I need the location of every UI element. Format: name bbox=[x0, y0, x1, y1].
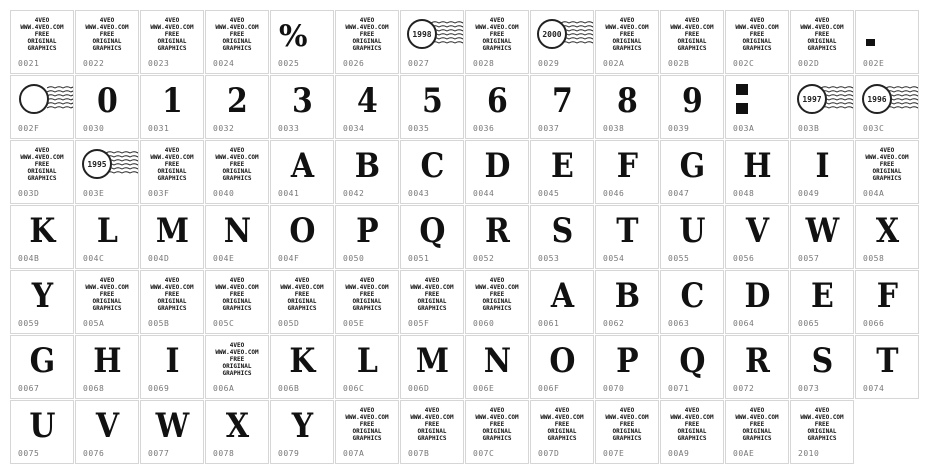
glyph-code: 0022 bbox=[83, 59, 105, 68]
glyph-preview bbox=[271, 13, 333, 59]
glyph-preview: K bbox=[29, 211, 55, 251]
glyph-code: 0073 bbox=[798, 384, 820, 393]
glyph-code: 0044 bbox=[473, 189, 495, 198]
glyph-preview: W bbox=[805, 211, 839, 251]
glyph-code: 003E bbox=[83, 189, 105, 198]
glyph-code: 0049 bbox=[798, 189, 820, 198]
glyph-code: 0064 bbox=[733, 319, 755, 328]
glyph-cell[interactable] bbox=[660, 140, 724, 204]
glyph-cell[interactable] bbox=[205, 75, 269, 139]
glyph-code: 002C bbox=[733, 59, 755, 68]
veo-logo-placeholder: 4VEO WWW.4VEO.COM FREE ORIGINAL GRAPHICS bbox=[20, 147, 64, 182]
glyph-code: 005C bbox=[213, 319, 235, 328]
glyph-preview: C bbox=[420, 146, 444, 186]
glyph-preview: G bbox=[29, 341, 55, 381]
glyph-preview: M bbox=[155, 211, 189, 251]
glyph-preview: V bbox=[745, 211, 769, 251]
glyph-code: 0052 bbox=[473, 254, 495, 263]
glyph-code: 0028 bbox=[473, 59, 495, 68]
glyph-cell[interactable] bbox=[400, 335, 464, 399]
glyph-cell[interactable] bbox=[725, 270, 789, 334]
glyph-preview: F bbox=[876, 276, 898, 316]
glyph-preview: S bbox=[551, 211, 573, 251]
glyph-cell[interactable] bbox=[335, 75, 399, 139]
glyph-preview: 0 bbox=[97, 81, 117, 121]
glyph-code: 0045 bbox=[538, 189, 560, 198]
glyph-code: 00A9 bbox=[668, 449, 690, 458]
glyph-grid bbox=[10, 10, 920, 465]
postmark-stamp-icon bbox=[19, 84, 49, 114]
glyph-cell[interactable] bbox=[400, 140, 464, 204]
glyph-code: 005E bbox=[343, 319, 365, 328]
glyph-code: 0027 bbox=[408, 59, 430, 68]
veo-logo-placeholder: 4VEO WWW.4VEO.COM FREE ORIGINAL GRAPHICS bbox=[735, 407, 779, 442]
glyph-code: 0065 bbox=[798, 319, 820, 328]
glyph-code: 0039 bbox=[668, 124, 690, 133]
glyph-cell[interactable] bbox=[790, 270, 854, 334]
glyph-cell[interactable] bbox=[790, 75, 854, 139]
glyph-code: 0051 bbox=[408, 254, 430, 263]
glyph-code: 0046 bbox=[603, 189, 625, 198]
glyph-code: 006F bbox=[538, 384, 560, 393]
glyph-code: 004D bbox=[148, 254, 170, 263]
period-glyph bbox=[866, 39, 875, 46]
glyph-code: 004A bbox=[863, 189, 885, 198]
glyph-code: 0043 bbox=[408, 189, 430, 198]
glyph-cell[interactable] bbox=[270, 205, 334, 269]
glyph-code: 0057 bbox=[798, 254, 820, 263]
glyph-cell[interactable] bbox=[270, 75, 334, 139]
glyph-code: 0050 bbox=[343, 254, 365, 263]
glyph-cell[interactable] bbox=[75, 140, 139, 204]
glyph-preview: B bbox=[614, 276, 640, 316]
glyph-preview: E bbox=[811, 276, 833, 316]
glyph-cell[interactable] bbox=[530, 400, 594, 464]
colon-glyph-bottom bbox=[736, 103, 748, 114]
glyph-code: 0026 bbox=[343, 59, 365, 68]
glyph-code: 0055 bbox=[668, 254, 690, 263]
veo-logo-placeholder: 4VEO WWW.4VEO.COM FREE ORIGINAL GRAPHICS bbox=[605, 17, 649, 52]
glyph-cell[interactable] bbox=[790, 335, 854, 399]
glyph-cell[interactable] bbox=[140, 400, 204, 464]
glyph-code: 007B bbox=[408, 449, 430, 458]
veo-logo-placeholder: 4VEO WWW.4VEO.COM FREE ORIGINAL GRAPHICS bbox=[345, 17, 389, 52]
postmark-stamp-icon: 1997 bbox=[797, 84, 827, 114]
postmark-stamp-icon: 2000 bbox=[537, 19, 567, 49]
glyph-cell[interactable] bbox=[530, 10, 594, 74]
glyph-code: 002D bbox=[798, 59, 820, 68]
postmark-stamp-icon: 1996 bbox=[862, 84, 892, 114]
glyph-code: 005D bbox=[278, 319, 300, 328]
glyph-preview: R bbox=[744, 341, 769, 381]
glyph-cell[interactable] bbox=[400, 205, 464, 269]
glyph-code: 005B bbox=[148, 319, 170, 328]
glyph-preview: T bbox=[616, 211, 638, 251]
glyph-preview: W bbox=[155, 406, 189, 446]
glyph-cell[interactable] bbox=[75, 270, 139, 334]
glyph-cell[interactable] bbox=[660, 205, 724, 269]
glyph-cell[interactable] bbox=[75, 10, 139, 74]
glyph-code: 0029 bbox=[538, 59, 560, 68]
glyph-code: 0071 bbox=[668, 384, 690, 393]
glyph-cell[interactable] bbox=[335, 140, 399, 204]
glyph-code: 003D bbox=[18, 189, 40, 198]
glyph-cell[interactable] bbox=[140, 335, 204, 399]
glyph-preview: D bbox=[744, 276, 770, 316]
glyph-cell[interactable] bbox=[205, 10, 269, 74]
glyph-preview: X bbox=[225, 406, 249, 446]
glyph-cell[interactable] bbox=[725, 205, 789, 269]
glyph-preview: 9 bbox=[682, 81, 702, 121]
veo-logo-placeholder: 4VEO WWW.4VEO.COM FREE ORIGINAL GRAPHICS bbox=[865, 147, 909, 182]
glyph-code: 0067 bbox=[18, 384, 40, 393]
glyph-code: 0048 bbox=[733, 189, 755, 198]
glyph-preview: R bbox=[484, 211, 509, 251]
glyph-preview: P bbox=[356, 211, 378, 251]
glyph-preview: L bbox=[96, 211, 118, 251]
glyph-code: 0059 bbox=[18, 319, 40, 328]
glyph-code: 0061 bbox=[538, 319, 560, 328]
veo-logo-placeholder: 4VEO WWW.4VEO.COM FREE ORIGINAL GRAPHICS bbox=[410, 407, 454, 442]
glyph-cell[interactable] bbox=[140, 10, 204, 74]
glyph-code: 0070 bbox=[603, 384, 625, 393]
glyph-preview: 7 bbox=[552, 81, 572, 121]
glyph-code: 002B bbox=[668, 59, 690, 68]
glyph-cell[interactable] bbox=[270, 270, 334, 334]
glyph-code: 006A bbox=[213, 384, 235, 393]
glyph-cell[interactable] bbox=[595, 400, 659, 464]
glyph-cell[interactable] bbox=[270, 400, 334, 464]
glyph-code: 003C bbox=[863, 124, 885, 133]
glyph-code: 0076 bbox=[83, 449, 105, 458]
glyph-preview: O bbox=[549, 341, 575, 381]
glyph-code: 004F bbox=[278, 254, 300, 263]
glyph-code: 007E bbox=[603, 449, 625, 458]
glyph-code: 006C bbox=[343, 384, 365, 393]
glyph-code: 0038 bbox=[603, 124, 625, 133]
glyph-cell[interactable] bbox=[75, 75, 139, 139]
glyph-code: 004E bbox=[213, 254, 235, 263]
glyph-cell[interactable] bbox=[855, 75, 919, 139]
glyph-cell[interactable] bbox=[660, 400, 724, 464]
veo-logo-placeholder: 4VEO WWW.4VEO.COM FREE ORIGINAL GRAPHICS bbox=[20, 17, 64, 52]
glyph-code: 0062 bbox=[603, 319, 625, 328]
glyph-cell[interactable] bbox=[855, 10, 919, 74]
veo-logo-placeholder: 4VEO WWW.4VEO.COM FREE ORIGINAL GRAPHICS bbox=[150, 17, 194, 52]
glyph-cell[interactable] bbox=[595, 335, 659, 399]
glyph-cell[interactable] bbox=[205, 270, 269, 334]
glyph-code: 0069 bbox=[148, 384, 170, 393]
glyph-cell[interactable] bbox=[530, 205, 594, 269]
glyph-code: 0077 bbox=[148, 449, 170, 458]
postmark-stamp-icon: 1998 bbox=[407, 19, 437, 49]
glyph-preview: K bbox=[289, 341, 315, 381]
glyph-code: 0056 bbox=[733, 254, 755, 263]
glyph-cell[interactable] bbox=[10, 205, 74, 269]
glyph-code: 0063 bbox=[668, 319, 690, 328]
glyph-code: 003B bbox=[798, 124, 820, 133]
glyph-preview: F bbox=[616, 146, 638, 186]
glyph-cell[interactable] bbox=[725, 10, 789, 74]
glyph-code: 0072 bbox=[733, 384, 755, 393]
glyph-cell[interactable] bbox=[530, 270, 594, 334]
veo-logo-placeholder: 4VEO WWW.4VEO.COM FREE ORIGINAL GRAPHICS bbox=[540, 407, 584, 442]
glyph-cell[interactable] bbox=[465, 205, 529, 269]
glyph-code: 0053 bbox=[538, 254, 560, 263]
glyph-cell[interactable] bbox=[790, 400, 854, 464]
glyph-code: 0021 bbox=[18, 59, 40, 68]
glyph-cell[interactable] bbox=[205, 140, 269, 204]
glyph-preview: 5 bbox=[422, 81, 442, 121]
glyph-code: 004B bbox=[18, 254, 40, 263]
glyph-code: 0037 bbox=[538, 124, 560, 133]
veo-logo-placeholder: 4VEO WWW.4VEO.COM FREE ORIGINAL GRAPHICS bbox=[85, 277, 129, 312]
glyph-cell[interactable] bbox=[725, 400, 789, 464]
glyph-code: 0030 bbox=[83, 124, 105, 133]
glyph-preview: U bbox=[679, 211, 705, 251]
glyph-code: 007C bbox=[473, 449, 495, 458]
glyph-cell[interactable] bbox=[10, 335, 74, 399]
glyph-code: 0023 bbox=[148, 59, 170, 68]
glyph-cell[interactable] bbox=[725, 335, 789, 399]
glyph-preview: Y bbox=[31, 276, 53, 316]
glyph-cell[interactable] bbox=[335, 335, 399, 399]
glyph-code: 003F bbox=[148, 189, 170, 198]
glyph-cell[interactable] bbox=[10, 10, 74, 74]
glyph-preview: L bbox=[356, 341, 378, 381]
glyph-cell[interactable] bbox=[790, 205, 854, 269]
veo-logo-placeholder: 4VEO WWW.4VEO.COM FREE ORIGINAL GRAPHICS bbox=[150, 277, 194, 312]
glyph-cell[interactable] bbox=[140, 140, 204, 204]
glyph-cell[interactable] bbox=[10, 400, 74, 464]
veo-logo-placeholder: 4VEO WWW.4VEO.COM FREE ORIGINAL GRAPHICS bbox=[605, 407, 649, 442]
veo-logo-placeholder: 4VEO WWW.4VEO.COM FREE ORIGINAL GRAPHICS bbox=[215, 342, 259, 377]
glyph-preview: 6 bbox=[487, 81, 507, 121]
glyph-cell[interactable] bbox=[335, 10, 399, 74]
glyph-preview: Y bbox=[291, 406, 313, 446]
glyph-code: 0034 bbox=[343, 124, 365, 133]
glyph-cell[interactable] bbox=[595, 140, 659, 204]
glyph-code: 0025 bbox=[278, 59, 300, 68]
glyph-code: 0033 bbox=[278, 124, 300, 133]
glyph-code: 0047 bbox=[668, 189, 690, 198]
glyph-code: 0054 bbox=[603, 254, 625, 263]
glyph-cell[interactable] bbox=[270, 335, 334, 399]
glyph-code: 0068 bbox=[83, 384, 105, 393]
glyph-code: 2010 bbox=[798, 449, 820, 458]
glyph-cell[interactable] bbox=[595, 10, 659, 74]
glyph-preview: 8 bbox=[617, 81, 637, 121]
veo-logo-placeholder: 4VEO WWW.4VEO.COM FREE ORIGINAL GRAPHICS bbox=[670, 407, 714, 442]
glyph-code: 0042 bbox=[343, 189, 365, 198]
glyph-code: 0024 bbox=[213, 59, 235, 68]
glyph-code: 005A bbox=[83, 319, 105, 328]
glyph-preview: B bbox=[354, 146, 380, 186]
veo-logo-placeholder: 4VEO WWW.4VEO.COM FREE ORIGINAL GRAPHICS bbox=[215, 147, 259, 182]
glyph-preview: G bbox=[679, 146, 705, 186]
glyph-cell[interactable] bbox=[335, 400, 399, 464]
veo-logo-placeholder: 4VEO WWW.4VEO.COM FREE ORIGINAL GRAPHICS bbox=[215, 277, 259, 312]
glyph-preview: O bbox=[289, 211, 315, 251]
glyph-cell[interactable] bbox=[465, 140, 529, 204]
glyph-cell[interactable] bbox=[790, 10, 854, 74]
glyph-code: 0032 bbox=[213, 124, 235, 133]
glyph-preview: T bbox=[876, 341, 898, 381]
glyph-preview: X bbox=[875, 211, 899, 251]
glyph-code: 0079 bbox=[278, 449, 300, 458]
glyph-cell[interactable] bbox=[400, 400, 464, 464]
glyph-code: 006E bbox=[473, 384, 495, 393]
glyph-cell[interactable] bbox=[335, 205, 399, 269]
glyph-preview: N bbox=[483, 341, 511, 381]
glyph-cell[interactable] bbox=[660, 75, 724, 139]
glyph-preview: 3 bbox=[292, 81, 312, 121]
glyph-preview: H bbox=[743, 146, 771, 186]
veo-logo-placeholder: 4VEO WWW.4VEO.COM FREE ORIGINAL GRAPHICS bbox=[670, 17, 714, 52]
glyph-cell[interactable] bbox=[530, 75, 594, 139]
glyph-cell[interactable] bbox=[660, 270, 724, 334]
glyph-cell[interactable] bbox=[595, 270, 659, 334]
veo-logo-placeholder: 4VEO WWW.4VEO.COM FREE ORIGINAL GRAPHICS bbox=[345, 407, 389, 442]
glyph-cell[interactable] bbox=[855, 140, 919, 204]
veo-logo-placeholder: 4VEO WWW.4VEO.COM FREE ORIGINAL GRAPHICS bbox=[800, 407, 844, 442]
glyph-code: 0074 bbox=[863, 384, 885, 393]
glyph-preview: I bbox=[165, 341, 179, 381]
veo-logo-placeholder: 4VEO WWW.4VEO.COM FREE ORIGINAL GRAPHICS bbox=[475, 277, 519, 312]
glyph-cell[interactable] bbox=[530, 335, 594, 399]
glyph-code: 0041 bbox=[278, 189, 300, 198]
glyph-cell[interactable] bbox=[75, 400, 139, 464]
glyph-cell[interactable] bbox=[140, 270, 204, 334]
glyph-code: 006D bbox=[408, 384, 430, 393]
glyph-cell[interactable] bbox=[270, 140, 334, 204]
glyph-preview: Q bbox=[679, 341, 705, 381]
glyph-code: 003A bbox=[733, 124, 755, 133]
glyph-code: 0078 bbox=[213, 449, 235, 458]
glyph-cell[interactable] bbox=[140, 75, 204, 139]
glyph-cell[interactable] bbox=[10, 140, 74, 204]
percent-glyph: % bbox=[279, 18, 308, 54]
glyph-cell[interactable] bbox=[725, 140, 789, 204]
glyph-cell[interactable] bbox=[465, 270, 529, 334]
glyph-cell[interactable] bbox=[855, 205, 919, 269]
glyph-cell[interactable] bbox=[465, 335, 529, 399]
glyph-cell[interactable] bbox=[270, 10, 334, 74]
glyph-code: 0036 bbox=[473, 124, 495, 133]
glyph-code: 0040 bbox=[213, 189, 235, 198]
glyph-code: 004C bbox=[83, 254, 105, 263]
glyph-cell[interactable] bbox=[75, 335, 139, 399]
glyph-code: 007D bbox=[538, 449, 560, 458]
glyph-code: 0075 bbox=[18, 449, 40, 458]
glyph-preview: I bbox=[815, 146, 829, 186]
veo-logo-placeholder: 4VEO WWW.4VEO.COM FREE ORIGINAL GRAPHICS bbox=[410, 277, 454, 312]
glyph-cell[interactable] bbox=[335, 270, 399, 334]
glyph-cell[interactable] bbox=[205, 400, 269, 464]
glyph-code: 0060 bbox=[473, 319, 495, 328]
glyph-cell[interactable] bbox=[595, 75, 659, 139]
glyph-preview: V bbox=[95, 406, 119, 446]
glyph-cell[interactable] bbox=[530, 140, 594, 204]
glyph-code: 002E bbox=[863, 59, 885, 68]
glyph-preview: A bbox=[290, 146, 314, 186]
veo-logo-placeholder: 4VEO WWW.4VEO.COM FREE ORIGINAL GRAPHICS bbox=[280, 277, 324, 312]
glyph-cell[interactable] bbox=[75, 205, 139, 269]
glyph-preview: 4 bbox=[357, 81, 377, 121]
glyph-preview: U bbox=[29, 406, 55, 446]
glyph-code: 006B bbox=[278, 384, 300, 393]
glyph-cell[interactable] bbox=[855, 335, 919, 399]
glyph-code: 005F bbox=[408, 319, 430, 328]
glyph-code: 00AE bbox=[733, 449, 755, 458]
postmark-stamp-icon: 1995 bbox=[82, 149, 112, 179]
veo-logo-placeholder: 4VEO WWW.4VEO.COM FREE ORIGINAL GRAPHICS bbox=[345, 277, 389, 312]
glyph-preview: E bbox=[551, 146, 573, 186]
glyph-cell[interactable] bbox=[465, 400, 529, 464]
glyph-code: 002A bbox=[603, 59, 625, 68]
glyph-cell[interactable] bbox=[205, 205, 269, 269]
glyph-cell[interactable] bbox=[855, 270, 919, 334]
veo-logo-placeholder: 4VEO WWW.4VEO.COM FREE ORIGINAL GRAPHICS bbox=[735, 17, 779, 52]
glyph-cell[interactable] bbox=[725, 75, 789, 139]
glyph-preview: D bbox=[484, 146, 510, 186]
glyph-preview: 2 bbox=[227, 81, 247, 121]
glyph-cell[interactable] bbox=[10, 270, 74, 334]
veo-logo-placeholder: 4VEO WWW.4VEO.COM FREE ORIGINAL GRAPHICS bbox=[85, 17, 129, 52]
glyph-preview: C bbox=[680, 276, 704, 316]
glyph-preview: P bbox=[616, 341, 638, 381]
glyph-cell[interactable] bbox=[660, 10, 724, 74]
postmark-wave-lines bbox=[47, 85, 74, 111]
glyph-cell[interactable] bbox=[595, 205, 659, 269]
veo-logo-placeholder: 4VEO WWW.4VEO.COM FREE ORIGINAL GRAPHICS bbox=[475, 17, 519, 52]
colon-glyph-top bbox=[736, 84, 748, 95]
glyph-cell[interactable] bbox=[400, 10, 464, 74]
glyph-code: 002F bbox=[18, 124, 40, 133]
veo-logo-placeholder: 4VEO WWW.4VEO.COM FREE ORIGINAL GRAPHICS bbox=[800, 17, 844, 52]
veo-logo-placeholder: 4VEO WWW.4VEO.COM FREE ORIGINAL GRAPHICS bbox=[150, 147, 194, 182]
glyph-preview: M bbox=[415, 341, 449, 381]
glyph-cell[interactable] bbox=[790, 140, 854, 204]
glyph-preview: H bbox=[93, 341, 121, 381]
glyph-preview: Q bbox=[419, 211, 445, 251]
glyph-code: 0066 bbox=[863, 319, 885, 328]
glyph-cell[interactable] bbox=[660, 335, 724, 399]
glyph-cell[interactable] bbox=[465, 10, 529, 74]
glyph-code: 0035 bbox=[408, 124, 430, 133]
glyph-preview: S bbox=[811, 341, 833, 381]
glyph-code: 0031 bbox=[148, 124, 170, 133]
veo-logo-placeholder: 4VEO WWW.4VEO.COM FREE ORIGINAL GRAPHICS bbox=[475, 407, 519, 442]
glyph-cell[interactable] bbox=[205, 335, 269, 399]
glyph-cell[interactable] bbox=[465, 75, 529, 139]
glyph-preview: 1 bbox=[162, 81, 182, 121]
glyph-cell[interactable] bbox=[140, 205, 204, 269]
glyph-cell[interactable] bbox=[400, 270, 464, 334]
veo-logo-placeholder: 4VEO WWW.4VEO.COM FREE ORIGINAL GRAPHICS bbox=[215, 17, 259, 52]
glyph-preview: A bbox=[550, 276, 574, 316]
glyph-code: 0058 bbox=[863, 254, 885, 263]
glyph-preview: N bbox=[223, 211, 251, 251]
glyph-cell[interactable] bbox=[10, 75, 74, 139]
glyph-cell[interactable] bbox=[400, 75, 464, 139]
glyph-code: 007A bbox=[343, 449, 365, 458]
